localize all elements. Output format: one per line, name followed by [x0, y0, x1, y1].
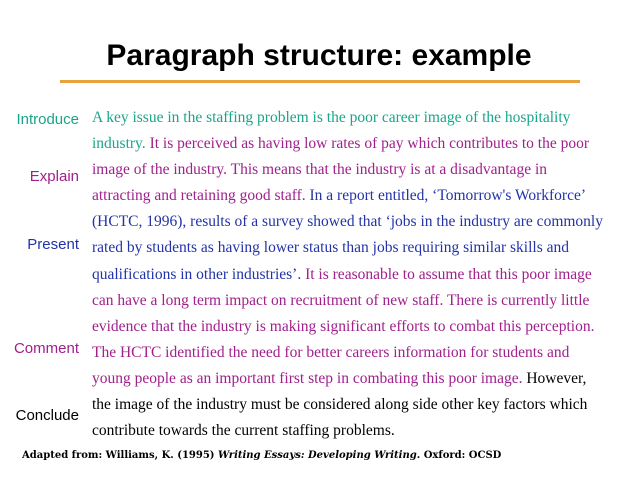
sentence-introduce: A key issue in the staffing problem is the poor career image of the hospitality industry.: [92, 109, 571, 153]
label-comment: Comment: [13, 340, 79, 357]
sentence-present: In a report entitled, ‘Tomorrow's Workforce’ (HCTC, 1996), results of a survey showed that ‘jobs in the industry are commonly rated by students as having lower status than jobs requiring similar skills and qualifications in other industries’.: [92, 187, 603, 283]
sentence-explain: It is perceived as having low rates of pay which contributes to the poor image of the industry. This means that the industry is at a disadvantage in attracting and retaining good staff.: [92, 135, 590, 205]
sentence-conclude: However, the image of the industry must be considered along side other key factors which contribute towards the current staffing problems.: [92, 369, 588, 440]
source-citation: [22, 450, 501, 461]
example-paragraph: [92, 105, 606, 444]
label-conclude: Conclude: [15, 407, 79, 424]
title-underline: [60, 80, 580, 83]
label-present: Present: [27, 236, 79, 253]
label-introduce: Introduce: [16, 111, 79, 128]
citation-prefix: Adapted from: Williams, K. (1995): [22, 450, 219, 461]
label-explain: Explain: [29, 168, 79, 185]
slide-title: Paragraph structure: example: [106, 39, 532, 72]
citation-suffix: . Oxford: OCSD: [416, 450, 502, 461]
citation-book-title: Writing Essays: Developing Writing: [218, 450, 417, 461]
sentence-comment: It is reasonable to assume that this poor image can have a long term impact on recruitment of new staff. There is currently little evidence that the industry is making significant efforts to combat this perception. The HCTC identified the need for better careers information for students and young people as an important first step in combating this poor image.: [92, 265, 595, 387]
